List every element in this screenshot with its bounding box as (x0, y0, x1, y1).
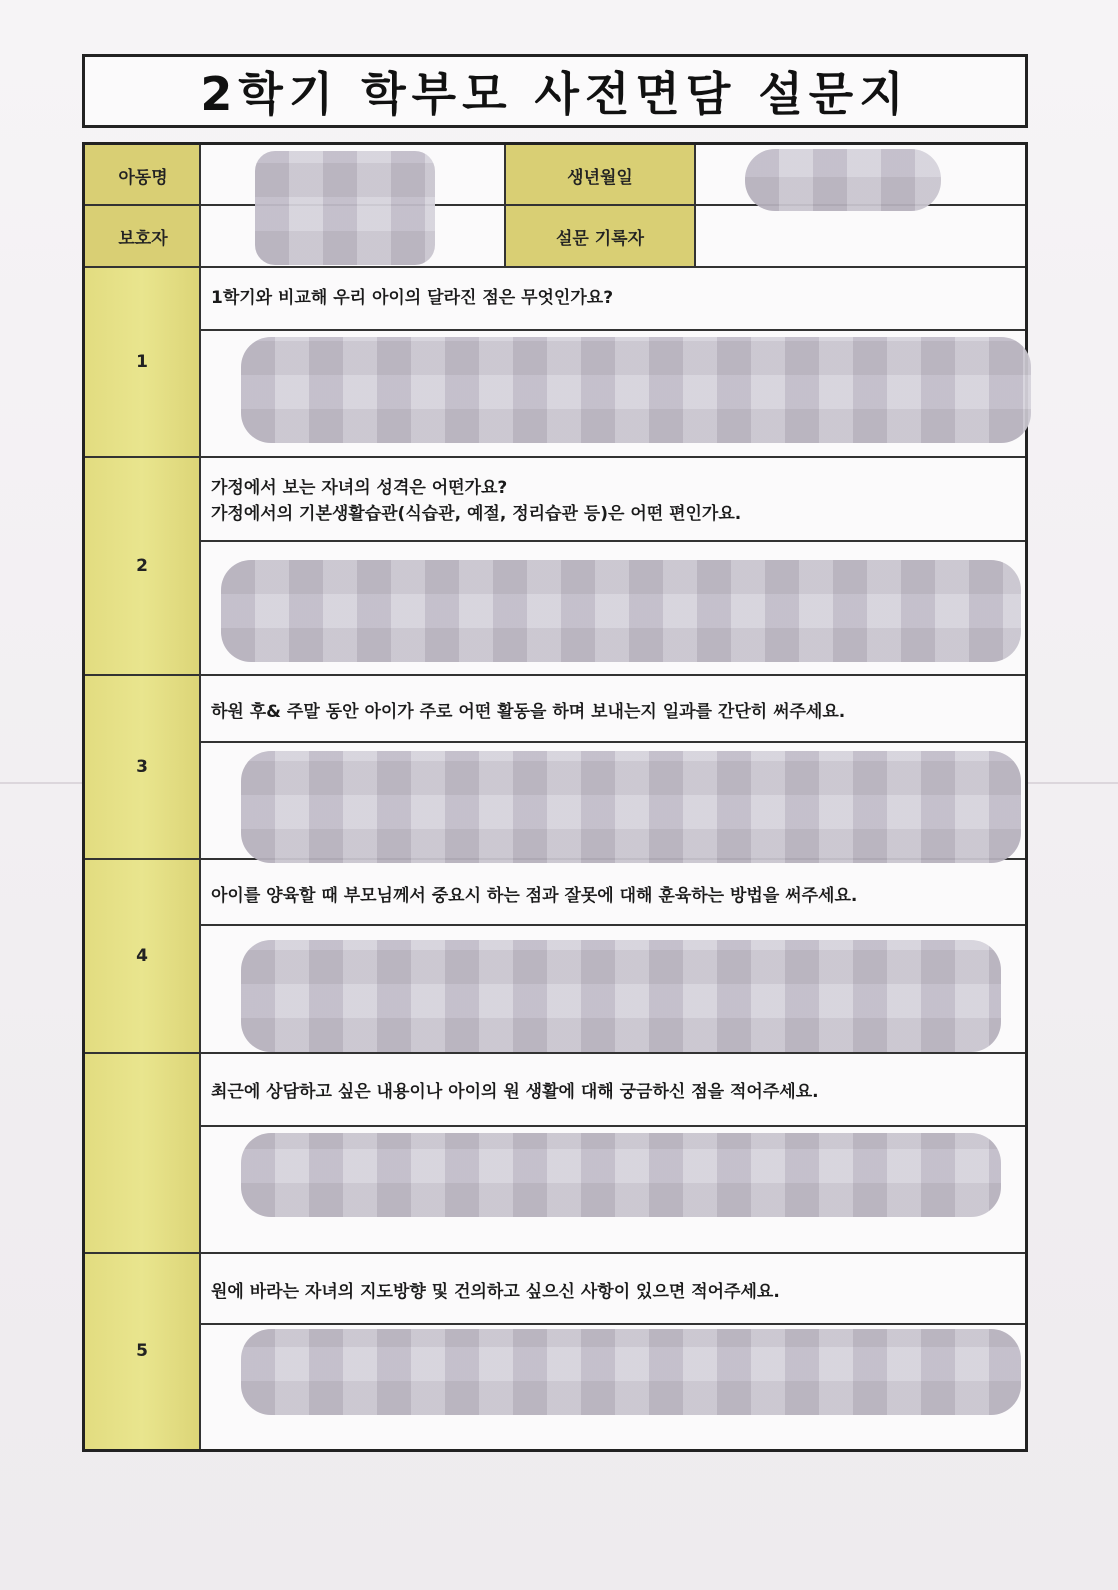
divider (85, 456, 1025, 458)
answer-area-2[interactable] (201, 542, 1025, 672)
answer-area-6[interactable] (201, 1325, 1025, 1449)
question-text: 원에 바라는 자녀의 지도방향 및 건의하고 싶으신 사항이 있으면 적어주세요. (211, 1282, 780, 1302)
page-title: 2학기 학부모 사전면담 설문지 (200, 67, 910, 121)
question-number (85, 1053, 199, 1253)
answer-area-1[interactable] (201, 331, 1025, 455)
divider (504, 145, 506, 267)
question-text: 가정에서 보는 자녀의 성격은 어떤가요? (211, 478, 508, 498)
recorder-label: 설문 기록자 (505, 205, 695, 267)
survey-table (82, 142, 1028, 1452)
redacted-answer (221, 560, 1021, 662)
question-number: 5 (136, 1341, 148, 1361)
redacted-birthdate (745, 149, 941, 211)
question-number: 4 (136, 946, 148, 966)
redacted-name (255, 151, 435, 265)
question-text: 최근에 상담하고 싶은 내용이나 아이의 원 생활에 대해 궁금하신 점을 적어주세요. (211, 1082, 819, 1102)
redacted-answer (241, 940, 1001, 1052)
redacted-answer (241, 337, 1031, 443)
divider (85, 1252, 1025, 1254)
answer-area-4[interactable] (201, 926, 1025, 1050)
title-box (82, 54, 1028, 128)
question-text: 하원 후& 주말 동안 아이가 주로 어떤 활동을 하며 보내는지 일과를 간단히 써주세요. (211, 702, 846, 722)
answer-area-3[interactable] (201, 743, 1025, 857)
recorder-field[interactable] (695, 205, 1025, 267)
child-name-label: 아동명 (85, 145, 201, 205)
answer-area-5[interactable] (201, 1127, 1025, 1251)
question-text: 1학기와 비교해 우리 아이의 달라진 점은 무엇인가요? (211, 288, 614, 308)
question-number: 1 (136, 352, 148, 372)
question-text: 가정에서의 기본생활습관(식습관, 예절, 정리습관 등)은 어떤 편인가요. (211, 504, 742, 524)
divider (694, 145, 696, 267)
divider (85, 1052, 1025, 1054)
redacted-answer (241, 751, 1021, 863)
question-number: 2 (136, 556, 148, 576)
divider (85, 674, 1025, 676)
redacted-answer (241, 1133, 1001, 1217)
question-text: 아이를 양육할 때 부모님께서 중요시 하는 점과 잘못에 대해 훈육하는 방법을 써주세요. (211, 886, 858, 906)
birthdate-label: 생년월일 (505, 145, 695, 205)
divider (85, 266, 1025, 268)
guardian-label: 보호자 (85, 205, 201, 267)
redacted-answer (241, 1329, 1021, 1415)
question-number: 3 (136, 757, 148, 777)
